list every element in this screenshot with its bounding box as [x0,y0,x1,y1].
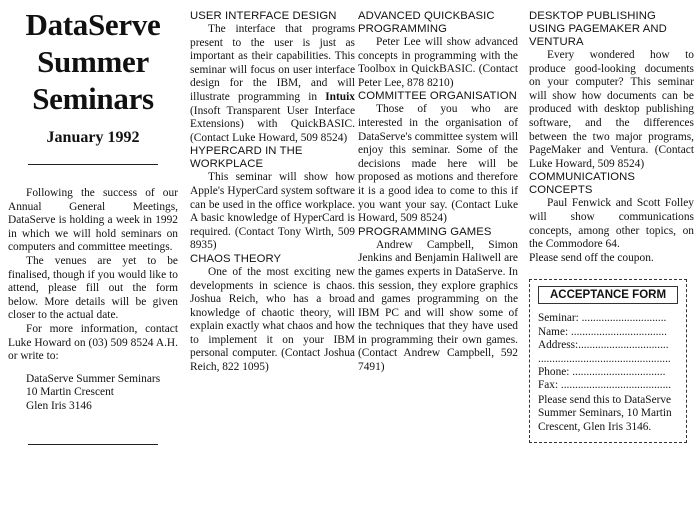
name-field[interactable]: Name: .................................. [538,325,667,338]
coupon-note: Please send off the coupon. [529,251,654,264]
section-heading: PROGRAMMING GAMES [358,225,492,238]
section-hypercard [190,145,355,253]
intro-paragraph-2: The venues are yet to be finalised, though if you would like to attend, please fill out the form below. More details will be given closer to the actual date. [8,254,178,322]
section-desktop-publishing [529,10,694,171]
section-text: Peter Lee will show advanced concepts in programming with the Toolbox in QuickBASIC. (Contact Peter Lee, 878 8210) [358,36,518,89]
section-programming-games [358,226,518,375]
intro-paragraph-1: Following the success of our Annual General Meetings, DataServe is holding a week in 1992 in which we will hold seminars on computers and committee meetings. [8,187,178,254]
section-heading: COMMUNICATIONS CONCEPTS [529,171,635,197]
masthead-date: January 1992 [46,129,140,146]
divider-top [28,164,158,165]
acceptance-form [529,279,687,443]
seminar-column-2 [190,10,355,375]
form-send-instructions: Please send this to DataServe Summer Seminars, 10 Martin Crescent, Glen Iris 3146. [538,393,672,433]
intro-paragraph-3: For more information, contact Luke Howard on (03) 509 8524 A.H. or write to: [8,322,178,363]
seminar-field[interactable]: Seminar: .............................. [538,312,667,325]
section-text: Those of you who are interested in the organisation of DataServe's committee system will enjoy this seminar. Some of the decisions made here will be proposed as motions and therefore it is a good idea to come to this if you want your say. (Contact Luke Howard, 509 8524) [358,103,518,225]
masthead-title-line-1: DataServe [25,7,161,42]
section-heading: ADVANCED QUICKBASIC PROGRAMMING [358,10,495,35]
address-field[interactable]: Address:................................ [538,339,669,352]
section-heading: CHAOS THEORY [190,252,282,265]
section-heading: COMMITTEE ORGANISATION [358,90,517,103]
masthead-column [8,6,178,445]
section-heading: HYPERCARD IN THE WORKPLACE [190,145,303,171]
section-text: The interface that programs present to the user is just as important as their capabilities. This seminar will focus on user interface design for the IBM, and will illustrate programming in Intuix (Insoft Transparent User Interface Extensions) with QuickBASIC. (Contact Luke Howard, 509 8524) [190,23,355,144]
section-text: Paul Fenwick and Scott Folley will show communications concepts, among other topics, on the Commodore 64. [529,197,694,251]
divider-bottom [28,444,158,445]
form-title: ACCEPTANCE FORM [538,286,678,304]
address-field-continued[interactable]: ............................................... [538,352,671,365]
masthead-title-line-2: Summer [37,44,149,79]
section-chaos-theory [190,253,355,375]
phone-field[interactable]: Phone: ................................. [538,365,666,378]
section-ui-design [190,10,355,145]
section-communications-concepts [529,171,694,265]
section-text: This seminar will show how Apple's HyperCard system software can be used in the office workplace. A basic knowledge of HyperCard is required. (Contact Tony Wirth, 509 8935) [190,171,355,252]
section-advanced-quickbasic [358,10,518,90]
section-text: Andrew Campbell, Simon Jenkins and Benjamin Haliwell are the games experts in DataServe. In this session, they explore graphics and games programming on the IBM PC and will show some of the techniques that they have used in programming their own games. (Contact Andrew Campbell, 592 7491) [358,238,518,374]
section-text: One of the most exciting new developments in science is chaos. Joshua Reich, who has a broad knowledge of chaotic theory, will explain exactly what chaos and how to implement it on your IBM personal computer. (Contact Joshua Reich, 822 1095) [190,265,355,374]
section-heading: DESKTOP PUBLISHING USING PAGEMAKER AND VENTURA [529,10,667,48]
address-line-2: 10 Martin Crescent [26,386,114,399]
intuix-term: Intuix [325,90,355,103]
section-heading: USER INTERFACE DESIGN [190,10,337,22]
section-committee-organisation [358,90,518,225]
section-text: Every wondered how to produce good-looking documents on your computer? This seminar will show how documents can be produced with desktop publishing software, and the differences between the two major programs, PageMaker and Ventura. (Contact Luke Howard, 509 8524) [529,49,694,170]
mailing-address [26,373,178,414]
seminar-column-4 [529,10,694,443]
fax-field[interactable]: Fax: ....................................... [538,379,672,392]
masthead-title-line-3: Seminars [32,81,154,116]
address-line-3: Glen Iris 3146 [26,399,92,412]
address-line-1: DataServe Summer Seminars [26,372,161,385]
seminar-column-3 [358,10,518,375]
